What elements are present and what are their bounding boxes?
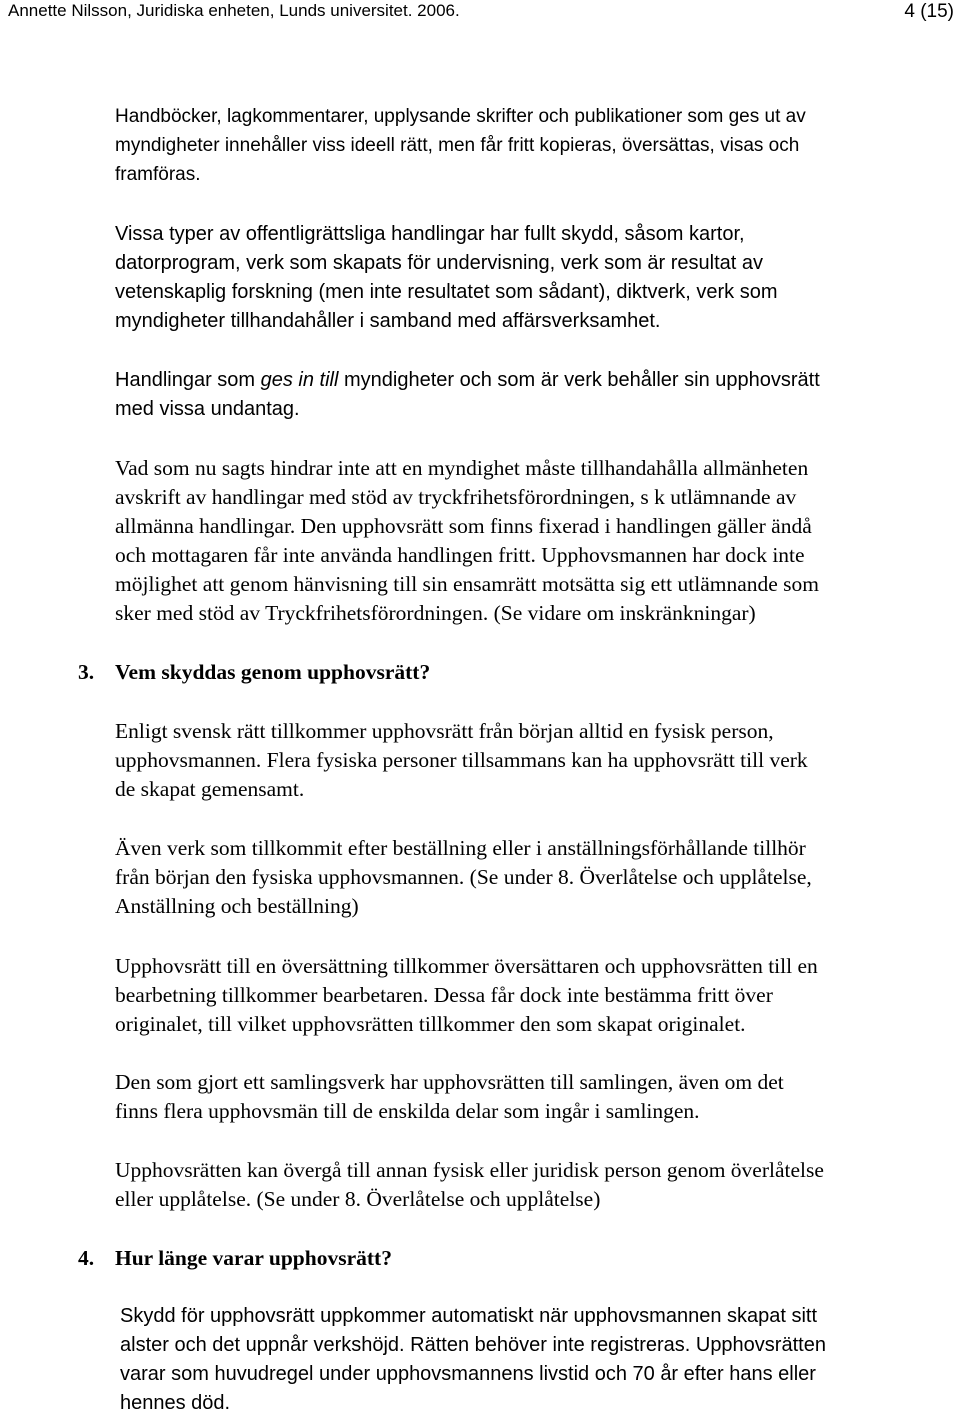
paragraph-emphasis: ges in till xyxy=(260,369,339,391)
section-number: 4. xyxy=(78,1246,95,1270)
paragraph-text: Handlingar som xyxy=(115,369,261,391)
paragraph-submitted-documents xyxy=(115,366,953,424)
paragraph-disclosure: Vad som nu sagts hindrar inte att en myndighet måste tillhandahålla allmänheten avskrift av handlingar med stöd av tryckfrihetsförordningen, s k utlämnande av allmänna handlingar. Den upphovsrätt som finns fixerad i handlingen gäller ändå och mottagaren får inte använda handlingen fritt. Upphovsmannen har dock inte möjlighet att genom hänvisning till sin ensamrätt motsätta sig ett utlämnande som sker med stöd av Tryckfrihetsförordningen. (Se vidare om inskränkningar) xyxy=(115,456,820,625)
page-number: 4 (15) xyxy=(904,1,954,22)
paragraph-translation: Upphovsrätt till en översättning tillkommer översättaren och upphovsrätten till en bearbetning tillkommer bearbetaren. Dessa får dock inte bestämma fritt över originalet, till vilket upphovsrätten tillkommer den som skapat originalet. xyxy=(115,954,818,1036)
paragraph-text: myndigheter och som är verk behåller sin upphovsrätt med vissa undantag. xyxy=(115,369,820,420)
section-heading-4 xyxy=(78,1244,392,1273)
paragraph-duration: Skydd för upphovsrätt uppkommer automatiskt när upphovsmannen skapat sitt alster och det uppnår verkshöjd. Rätten behöver inte registreras. Upphovsrätten varar som huvudregel under upphovsmannens livstid och 70 år efter hans eller hennes död. xyxy=(120,1305,826,1414)
section-title: Hur länge varar upphovsrätt? xyxy=(115,1246,392,1270)
page-header-author: Annette Nilsson, Juridiska enheten, Lunds universitet. 2006. xyxy=(8,1,460,20)
paragraph-compilation: Den som gjort ett samlingsverk har upphovsrätten till samlingen, även om det finns flera upphovsmän till de enskilda delar som ingår i samlingen. xyxy=(115,1070,784,1123)
section-heading-3 xyxy=(78,658,430,687)
section-number: 3. xyxy=(78,660,95,684)
paragraph-commissioned-works: Även verk som tillkommit efter beställning eller i anställningsförhållande tillhör från början den fysiska upphovsmannen. (Se under 8. Överlåtelse och upplåtelse, Anställning och beställning) xyxy=(115,836,812,918)
paragraph-handbooks: Handböcker, lagkommentarer, upplysande skrifter och publikationer som ges ut av myndigheter innehåller viss ideell rätt, men får fritt kopieras, översättas, visas och framföras. xyxy=(115,106,806,185)
paragraph-transfer: Upphovsrätten kan övergå till annan fysisk eller juridisk person genom överlåtelse eller upplåtelse. (Se under 8. Överlåtelse och upplåtelse) xyxy=(115,1158,824,1211)
section-title: Vem skyddas genom upphovsrätt? xyxy=(115,660,431,684)
paragraph-public-documents: Vissa typer av offentligrättsliga handlingar har fullt skydd, såsom kartor, datorprogram, verk som skapats för undervisning, verk som är resultat av vetenskaplig forskning (men inte resultatet som sådant), diktverk, verk som myndigheter tillhandahåller i samband med affärsverksamhet. xyxy=(115,223,778,332)
paragraph-swedish-law: Enligt svensk rätt tillkommer upphovsrätt från början alltid en fysisk person, upphovsmannen. Flera fysiska personer tillsammans kan ha upphovsrätt till verk de skapat gemensamt. xyxy=(115,719,808,801)
